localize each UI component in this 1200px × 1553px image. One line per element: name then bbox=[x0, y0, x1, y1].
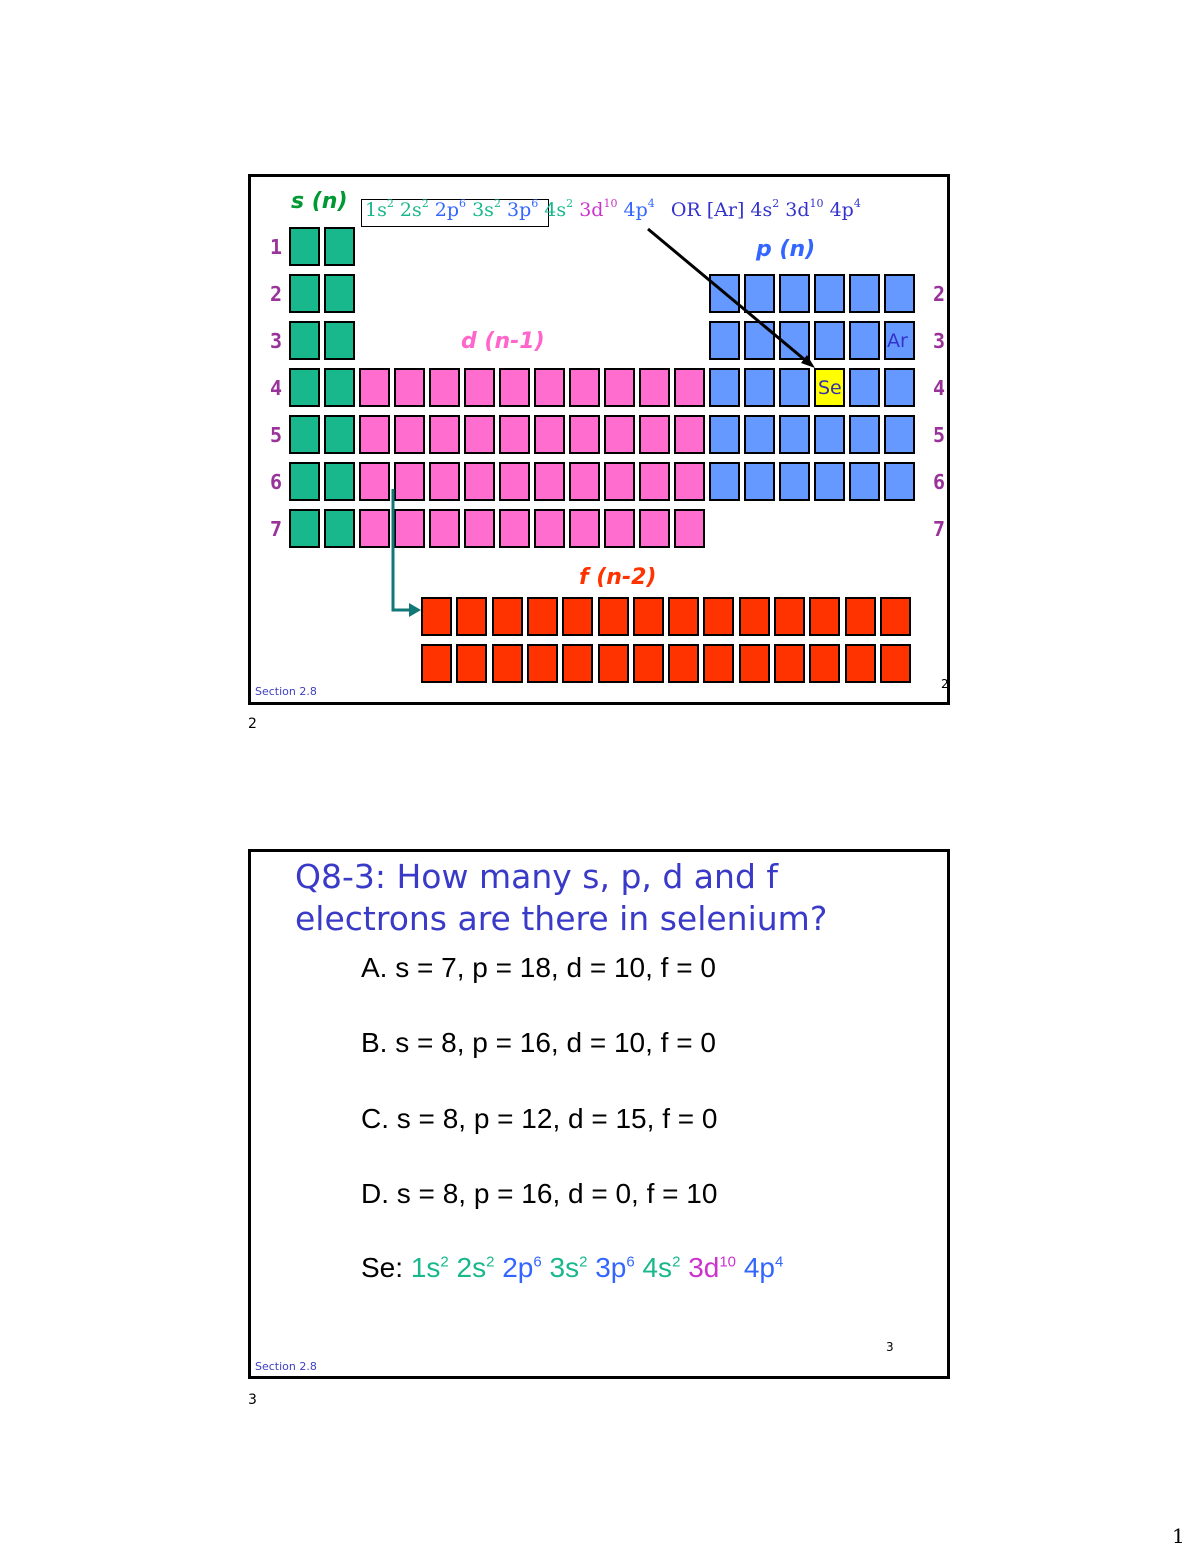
se-prefix: Se: bbox=[361, 1252, 411, 1283]
config-term: $4p^4$ bbox=[623, 197, 655, 221]
arrows-layer bbox=[251, 177, 953, 708]
period-number-left: 4 bbox=[270, 376, 283, 400]
config-term: $4s^2$ bbox=[544, 197, 574, 221]
se-config-term: $2p^6$ bbox=[502, 1252, 542, 1283]
se-config-term: $1s^2$ bbox=[410, 1252, 449, 1283]
page-number: 1 bbox=[1172, 1524, 1185, 1548]
option-c[interactable]: C. s = 8, p = 12, d = 15, f = 0 bbox=[361, 1103, 718, 1134]
period-number-left: 3 bbox=[270, 329, 283, 353]
period-number-right: 7 bbox=[933, 517, 946, 541]
period-number-left: 7 bbox=[270, 517, 283, 541]
period-number-right: 5 bbox=[933, 423, 946, 447]
argon-symbol: Ar bbox=[887, 330, 908, 352]
se-config-term: $4p^4$ bbox=[743, 1252, 784, 1283]
se-config-term: $3s^2$ bbox=[549, 1252, 588, 1283]
se-config-term: $3d^{10}$ bbox=[688, 1252, 737, 1283]
section-label: Section 2.8 bbox=[255, 685, 317, 698]
question-line-2: electrons are there in selenium? bbox=[295, 899, 828, 938]
selenium-symbol: Se bbox=[818, 377, 842, 399]
config-term-boxed: $3p^6$ bbox=[506, 197, 539, 221]
arrow-to-f-block-head bbox=[409, 603, 421, 617]
slide-corner-number: 2 bbox=[941, 677, 949, 691]
f-block-label: f (n-2) bbox=[579, 565, 657, 590]
period-number-left: 2 bbox=[270, 282, 283, 306]
arrow-to-f-block bbox=[393, 489, 417, 610]
option-d[interactable]: D. s = 8, p = 16, d = 0, f = 10 bbox=[361, 1178, 718, 1209]
slide-corner-number: 3 bbox=[886, 1340, 894, 1354]
period-number-left: 1 bbox=[270, 235, 283, 259]
config-noble-gas-form: OR [Ar] $4s^2$ $3d^{10}$ $4p^4$ bbox=[670, 197, 861, 221]
config-term-boxed: $2p^6$ bbox=[434, 197, 467, 221]
period-number-right: 2 bbox=[933, 282, 946, 306]
se-config-terms bbox=[411, 1252, 784, 1283]
se-config-term: $3p^6$ bbox=[595, 1252, 635, 1283]
slide-number-below: 2 bbox=[248, 716, 257, 732]
period-number-right: 4 bbox=[933, 376, 946, 400]
selenium-configuration bbox=[361, 1252, 783, 1284]
se-config-term: $4s^2$ bbox=[642, 1252, 681, 1283]
slide-periodic-table bbox=[248, 174, 950, 705]
s-block-label: s (n) bbox=[291, 189, 348, 214]
option-b[interactable]: B. s = 8, p = 16, d = 10, f = 0 bbox=[361, 1027, 716, 1058]
slide-number-below: 3 bbox=[248, 1392, 257, 1408]
period-number-left: 6 bbox=[270, 470, 283, 494]
config-term-boxed: $1s^2$ bbox=[365, 197, 394, 221]
slide-question bbox=[248, 849, 950, 1379]
arrow-to-se bbox=[648, 229, 811, 365]
config-term-boxed: $2s^2$ bbox=[399, 197, 429, 221]
question-line-1: Q8-3: How many s, p, d and f bbox=[295, 857, 778, 896]
option-a[interactable]: A. s = 7, p = 18, d = 10, f = 0 bbox=[361, 952, 716, 983]
d-block-label: d (n-1) bbox=[461, 329, 545, 354]
period-number-right: 3 bbox=[933, 329, 946, 353]
config-term-boxed: $3s^2$ bbox=[472, 197, 501, 221]
se-config-term: $2s^2$ bbox=[456, 1252, 495, 1283]
p-block-label: p (n) bbox=[756, 237, 816, 262]
question-title bbox=[295, 856, 827, 940]
config-term: $3d^{10}$ bbox=[579, 197, 618, 221]
period-number-left: 5 bbox=[270, 423, 283, 447]
section-label: Section 2.8 bbox=[255, 1360, 317, 1373]
period-number-right: 6 bbox=[933, 470, 946, 494]
